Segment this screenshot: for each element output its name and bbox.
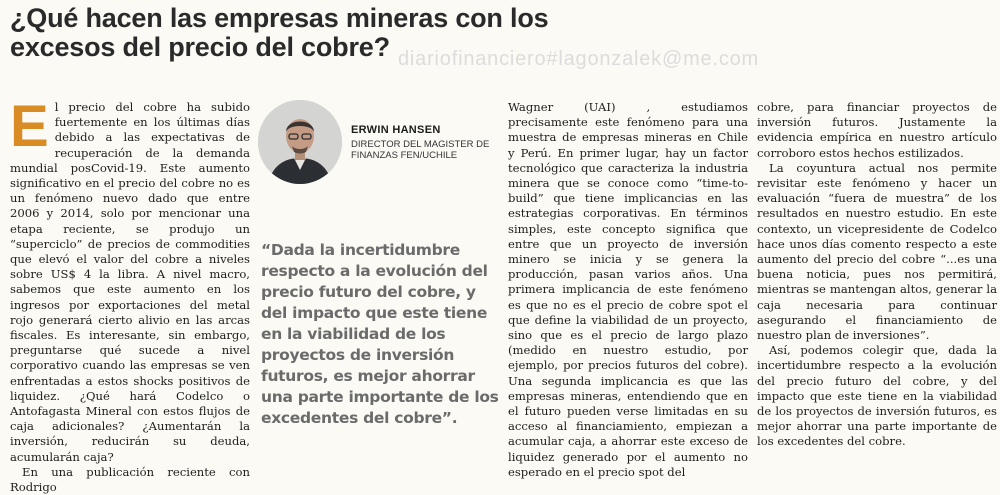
paragraph: Así, podemos colegir que, dada la incertidumbre respecto a la evolución del precio futuro del cobre, y del impacto que este tiene en la viabilidad de los proyectos de inversión futuros, es mejor ahorrar una parte importante de los excedentes del cobre. bbox=[757, 343, 997, 449]
author-name: ERWIN HANSEN bbox=[351, 124, 441, 136]
body-column-4 bbox=[757, 100, 997, 450]
paragraph: En una publicación reciente con Rodrigo bbox=[10, 464, 250, 495]
paragraph-text: l precio del cobre ha subido fuertemente en los últimas días debido a las expectativas de recuperación de la demanda mundial posCovid-19. Este aumento significativo en el precio del cobre no es un fenómeno nuevo dado que entre 2006 y 2014, solo por mencionar una etapa reciente, se produjo un “superciclo” de precios de commodities que elevó el valor del cobre a niveles sobre US$ 4 la libra. A nivel macro, sabemos que este aumento en los ingresos por exportaciones del metal rojo generará cierto alivio en las arcas fiscales. Es interesante, sin embargo, preguntarse qué sucede a nivel corporativo cuando las empresas se ven enfrentadas a estos shocks positivos de liquidez. ¿Qué hará Codelco o Antofagasta Mineral con estos flujos de caja adicionales? ¿Aumentarán la inversión, reducirán su deuda, acumularán caja? bbox=[10, 100, 250, 464]
paragraph: cobre, para financiar proyectos de inversión futuros. Justamente la evidencia empírica en nuestro artículo corroboro estos hechos estilizados. bbox=[757, 100, 997, 160]
author-portrait-icon bbox=[258, 100, 342, 184]
headline: ¿Qué hacen las empresas mineras con los excesos del precio del cobre? bbox=[10, 3, 549, 62]
body-column-3 bbox=[508, 100, 748, 480]
paragraph: Wagner (UAI) , estudiamos precisamente este fenómeno para una muestra de empresas mineras en Chile y Perú. En primer lugar, hay un factor tecnológico que caracteriza la industria minera que se conoce como “time-to-build” que tiene implicancias en las estrategias corporativas. En términos simples, este concepto significa que entre que un proyecto de inversión minero se inicia y se genera la producción, pasan varios años. Una primera implicancia de este fenómeno es que no es el precio de cobre spot el que define la viabilidad de un proyecto, sino que es el precio de largo plazo (medido en nuestro estudio, por ejemplo, por precios futuros del cobre). Una segunda implicancia es que las empresas mineras, entendiendo que en el futuro pueden verse limitadas en su acceso al financiamiento, empiezan a acumular caja, a ahorrar este exceso de liquidez generado por el aumento no esperado en el precio spot del bbox=[508, 100, 748, 479]
watermark: diariofinanciero#lagonzalek@me.com bbox=[398, 48, 760, 70]
pull-quote: “Dada la incertidumbre respecto a la evolución del precio futuro del cobre, y del impacto que este tiene en la viabilidad de los proyectos de inversión futuros, es mejor ahorrar una parte importante de los excedentes del cobre”. bbox=[261, 241, 499, 427]
drop-cap: E bbox=[10, 94, 49, 159]
avatar bbox=[258, 100, 342, 184]
paragraph: La coyuntura actual nos permite revisitar este fenómeno y hacer un evaluación “fuera de muestra” de los resultados en nuestro estudio. En este contexto, un vicepresidente de Codelco hace unos días comento respecto a este aumento del precio del cobre “...es una buena noticia, pues nos permitirá, mientras se mantengan altos, generar la caja necesaria para continuar asegurando el financiamiento de nuestro plan de inversiones”. bbox=[757, 160, 997, 343]
body-column-1 bbox=[10, 94, 250, 495]
author-role: DIRECTOR DEL MAGISTER DE FINANZAS FEN/UCHILE bbox=[351, 139, 490, 161]
author-block bbox=[258, 100, 498, 188]
paragraph bbox=[10, 94, 250, 465]
